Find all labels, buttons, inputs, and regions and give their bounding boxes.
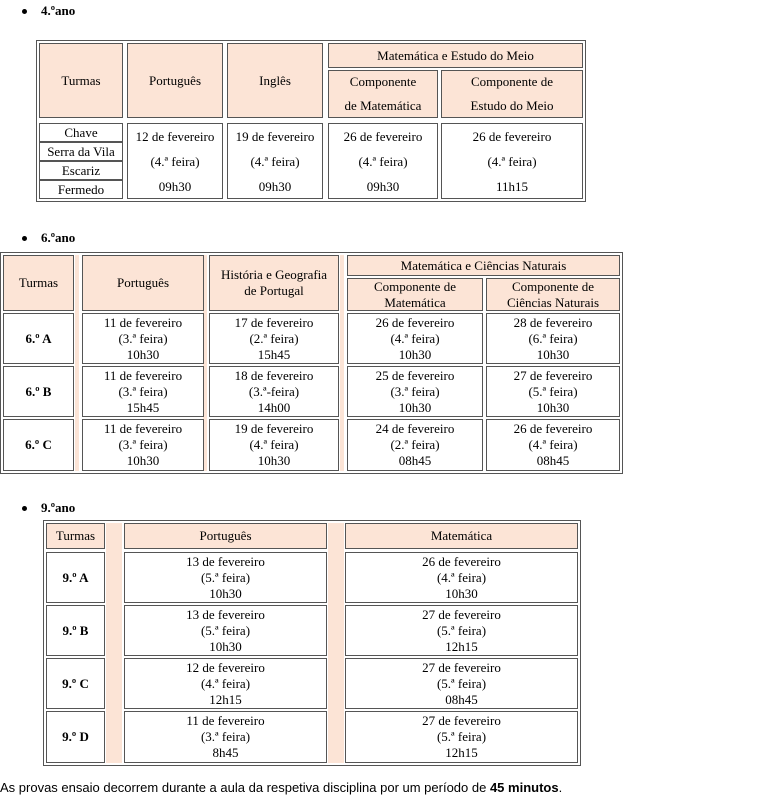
cell-6c-portugues: 11 de fevereiro (3.ª feira) 10h30 (82, 419, 204, 471)
cell-9a-portugues: 13 de fevereiro (5.ª feira) 10h30 (124, 552, 327, 603)
cell-6b-hgp: 18 de fevereiro (3.ª-feira) 14h00 (209, 366, 339, 417)
cell-9a-matematica: 26 de fevereiro (4.ª feira) 10h30 (345, 552, 578, 603)
cell-9d-portugues: 11 de fevereiro (3.ª feira) 8h45 (124, 711, 327, 763)
turma-9c: 9.º C (46, 658, 105, 709)
turma-escariz: Escariz (39, 161, 123, 180)
turma-chave: Chave (39, 123, 123, 142)
cell-9c-matematica: 27 de fevereiro (5.ª feira) 08h45 (345, 658, 578, 709)
cell-6b-ciencias: 27 de fevereiro (5.ª feira) 10h30 (486, 366, 620, 417)
cell-6c-hgp: 19 de fevereiro (4.ª feira) 10h30 (209, 419, 339, 471)
header-turmas: Turmas (46, 523, 105, 549)
cell-9d-matematica: 27 de fevereiro (5.ª feira) 12h15 (345, 711, 578, 763)
turma-6a: 6.º A (3, 313, 74, 364)
cell-6a-matematica: 26 de fevereiro (4.ª feira) 10h30 (347, 313, 483, 364)
turma-9a: 9.º A (46, 552, 105, 603)
cell-6c-ciencias: 26 de fevereiro (4.ª feira) 08h45 (486, 419, 620, 471)
header-matematica: Matemática (345, 523, 578, 549)
section-title-4ano: 4.ºano (22, 3, 75, 19)
header-comp-ciencias: Componente de Ciências Naturais (486, 278, 620, 311)
cell-6b-portugues: 11 de fevereiro (3.ª feira) 15h45 (82, 366, 204, 417)
section-title-9ano: 9.ºano (22, 500, 75, 516)
cell-portugues: 12 de fevereiro (4.ª feira) 09h30 (127, 123, 223, 199)
header-portugues: Português (127, 43, 223, 118)
header-group-mat-cn: Matemática e Ciências Naturais (347, 255, 620, 276)
turma-6b: 6.º B (3, 366, 74, 417)
bullet-icon (22, 506, 27, 511)
turma-6c: 6.º C (3, 419, 74, 471)
cell-9b-portugues: 13 de fevereiro (5.ª feira) 10h30 (124, 605, 327, 656)
cell-9c-portugues: 12 de fevereiro (4.ª feira) 12h15 (124, 658, 327, 709)
cell-ingles: 19 de fevereiro (4.ª feira) 09h30 (227, 123, 323, 199)
header-comp-matematica: Componente de Matemática (328, 70, 438, 118)
header-group-mat-em: Matemática e Estudo do Meio (328, 43, 583, 68)
turma-9b: 9.º B (46, 605, 105, 656)
footer-note: As provas ensaio decorrem durante a aula da respetiva disciplina por um período de 45 minutos. (0, 780, 563, 795)
bullet-icon (22, 236, 27, 241)
header-comp-estudo-meio: Componente de Estudo do Meio (441, 70, 583, 118)
header-turmas: Turmas (39, 43, 123, 118)
header-ingles: Inglês (227, 43, 323, 118)
header-comp-matematica: Componente de Matemática (347, 278, 483, 311)
turma-9d: 9.º D (46, 711, 105, 763)
section-title-6ano: 6.ºano (22, 230, 75, 246)
cell-6a-ciencias: 28 de fevereiro (6.ª feira) 10h30 (486, 313, 620, 364)
header-portugues: Português (82, 255, 204, 311)
cell-6a-portugues: 11 de fevereiro (3.ª feira) 10h30 (82, 313, 204, 364)
cell-9b-matematica: 27 de fevereiro (5.ª feira) 12h15 (345, 605, 578, 656)
cell-estudo-meio: 26 de fevereiro (4.ª feira) 11h15 (441, 123, 583, 199)
header-hgp: História e Geografia de Portugal (209, 255, 339, 311)
cell-6b-matematica: 25 de fevereiro (3.ª feira) 10h30 (347, 366, 483, 417)
cell-matematica: 26 de fevereiro (4.ª feira) 09h30 (328, 123, 438, 199)
cell-6a-hgp: 17 de fevereiro (2.ª feira) 15h45 (209, 313, 339, 364)
bullet-icon (22, 9, 27, 14)
cell-6c-matematica: 24 de fevereiro (2.ª feira) 08h45 (347, 419, 483, 471)
turma-serra-da-vila: Serra da Vila (39, 142, 123, 161)
header-portugues: Português (124, 523, 327, 549)
turma-fermedo: Fermedo (39, 180, 123, 199)
header-turmas: Turmas (3, 255, 74, 311)
